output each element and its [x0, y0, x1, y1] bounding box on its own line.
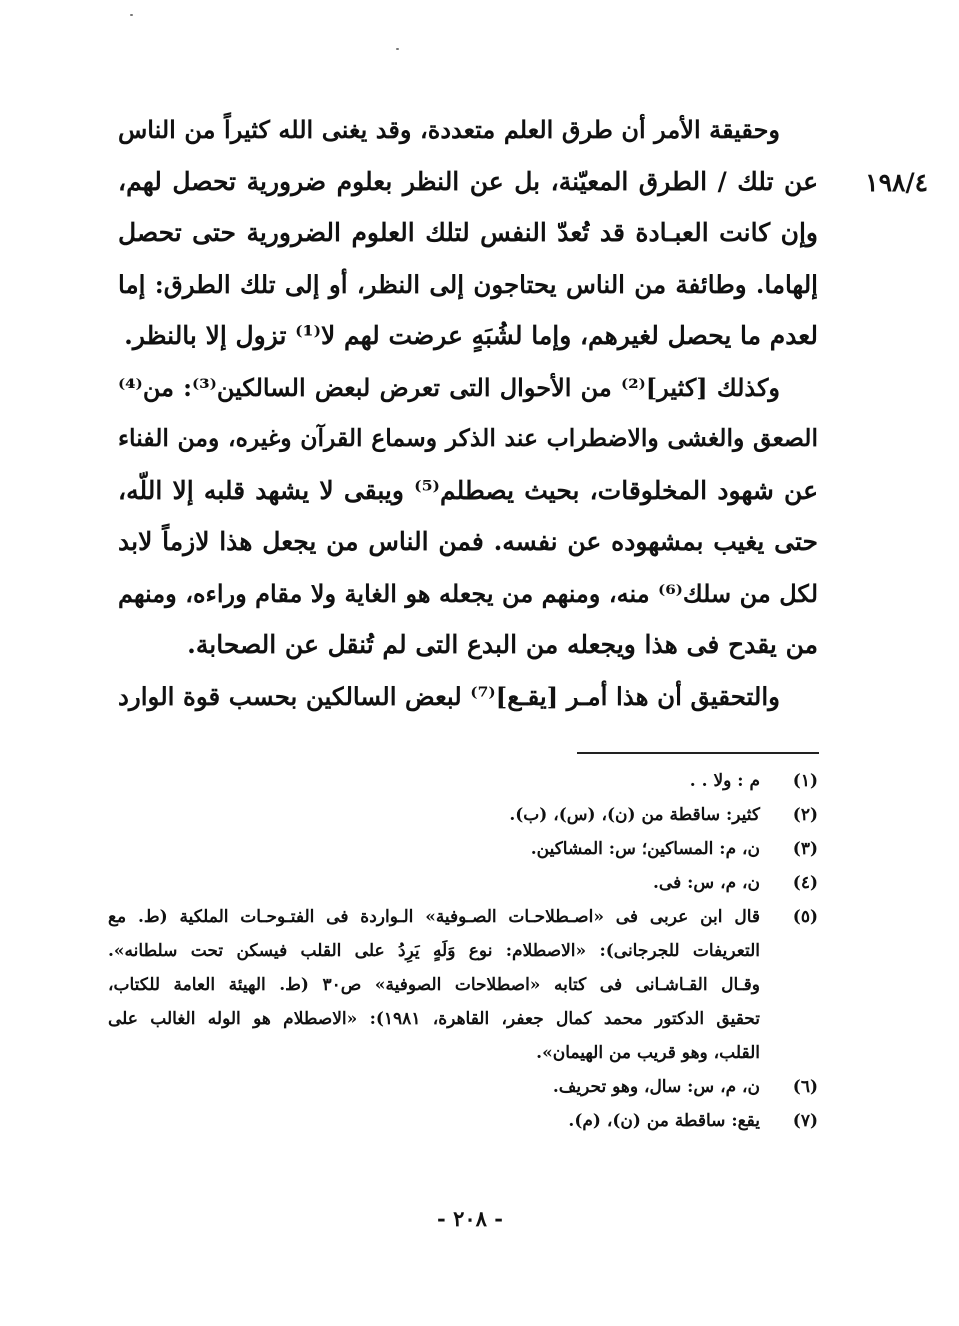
footnote [108, 1104, 818, 1138]
body-line: وإن كانت العبـادة قد تُعدّ النفس لتلك العلوم الضرورية حتى تحصل [118, 218, 818, 247]
footnote-number: (٦) [792, 1077, 818, 1097]
body-line: الصعق والغشى والاضطراب عند الذكر وسماع القرآن وغيره، ومن الفناء [118, 424, 818, 452]
footnote-line: كثير: ساقطة من (ن)، (س)، (ب). [509, 805, 760, 825]
footnote [108, 798, 818, 832]
footnote-text [108, 764, 760, 798]
footnote [108, 1070, 818, 1104]
footnotes [108, 764, 818, 1138]
footnote-line: يقع: ساقطة من (ن)، (م). [568, 1111, 760, 1131]
footnote-number: (١) [792, 771, 818, 791]
footnote-number: (٣) [792, 839, 818, 859]
footnote [108, 900, 818, 1070]
main-text [118, 104, 818, 722]
footnote-line: ن، م، س: فى. [653, 873, 760, 893]
footnote-text [108, 1070, 760, 1104]
scan-speck [130, 14, 133, 16]
footnote-number: (٤) [792, 873, 818, 893]
footnote-text [108, 900, 760, 1070]
body-line: إلهاما. وطائفة من الناس يحتاجون إلى النظر، أو إلى تلك الطرق: إما [118, 269, 818, 299]
body-line: لعدم ما يحصل لغيرهم، وإما لشُبَهٍ عرضت لهم لا⁽¹⁾ تزول إلا بالنظر. [124, 321, 818, 350]
footnote-number: (٧) [792, 1111, 818, 1131]
footnote-text [108, 866, 760, 900]
footnote [108, 866, 818, 900]
body-line: عن شهود المخلوقات، بحيث يصطلم⁽⁵⁾ ويبقى لا يشهد قلبه إلا اللّه، [118, 475, 818, 505]
footnote-line: ن، م: المساكين؛ س: المشاكين. [530, 839, 760, 859]
footnote-number: (٥) [792, 907, 818, 927]
footnote-separator [577, 752, 819, 754]
footnote-line: القلب، وهو قريب من الهيمان». [536, 1043, 760, 1063]
footnote-line: قال ابن عربى فى «اصـطلاحـات الصـوفية» الـواردة فى الفتـوحـات الملكية (ط. مع [108, 907, 760, 927]
footnote [108, 832, 818, 866]
body-line: عن تلك / الطرق المعيّنة، بل عن النظر بعلوم ضرورية تحصل لهم، [118, 166, 818, 196]
footnote-text [108, 798, 760, 832]
margin-reference: ١٩٨/٤ [865, 168, 928, 197]
footnote-line: م : ولا . . [689, 771, 760, 791]
footnote-text [108, 832, 760, 866]
footnote [108, 764, 818, 798]
body-line: من يقدح فى هذا ويجعله من البدع التى لم تُنقل عن الصحابة. [187, 630, 818, 659]
footnote-line: التعريفات للجرجانى): «الاصطلام: نوع وَلَهٍ يَرِدُ على القلب فيسكن تحت سلطانه». [108, 941, 760, 961]
body-line: وحقيقة الأمر أن طرق العلم متعددة، وقد يغنى الله كثيراً من الناس [118, 115, 780, 144]
page-number: - ٢٠٨ - [437, 1206, 503, 1231]
footnote-line: ن، م، س: سال، وهو تحريف. [552, 1077, 760, 1097]
footnote-line: وقـال القـاشـانى فى كتابه «اصطلاحات الصوفية» ص٣٠ (ط. الهيئة العامة للكتاب، [108, 975, 760, 995]
body-line: وكذلك [كثير]⁽²⁾ من الأحوال التى تعرض لبعض السالكين⁽³⁾: من⁽⁴⁾ [118, 372, 780, 402]
footnote-text [108, 1104, 760, 1138]
footnote-line: تحقيق الدكتور محمد كمال جعفر، القاهرة، ١٩٨١): «الاصطلام هو الوله الغالب على [108, 1009, 761, 1029]
body-line: والتحقيق أن هذا أمـر [يقـع]⁽⁷⁾ لبعض السالكين بحسب قوة الوارد [118, 681, 780, 711]
body-line: حتى يغيب بمشهوده عن نفسه. فمن الناس من يجعل هذا لازماً لابد [118, 527, 818, 556]
scan-speck [396, 48, 399, 50]
body-line: لكل من سلك⁽⁶⁾ منه، ومنهم من يجعله هو الغاية ولا مقام وراءه، ومنهم [118, 578, 818, 608]
footnote-number: (٢) [792, 805, 818, 825]
